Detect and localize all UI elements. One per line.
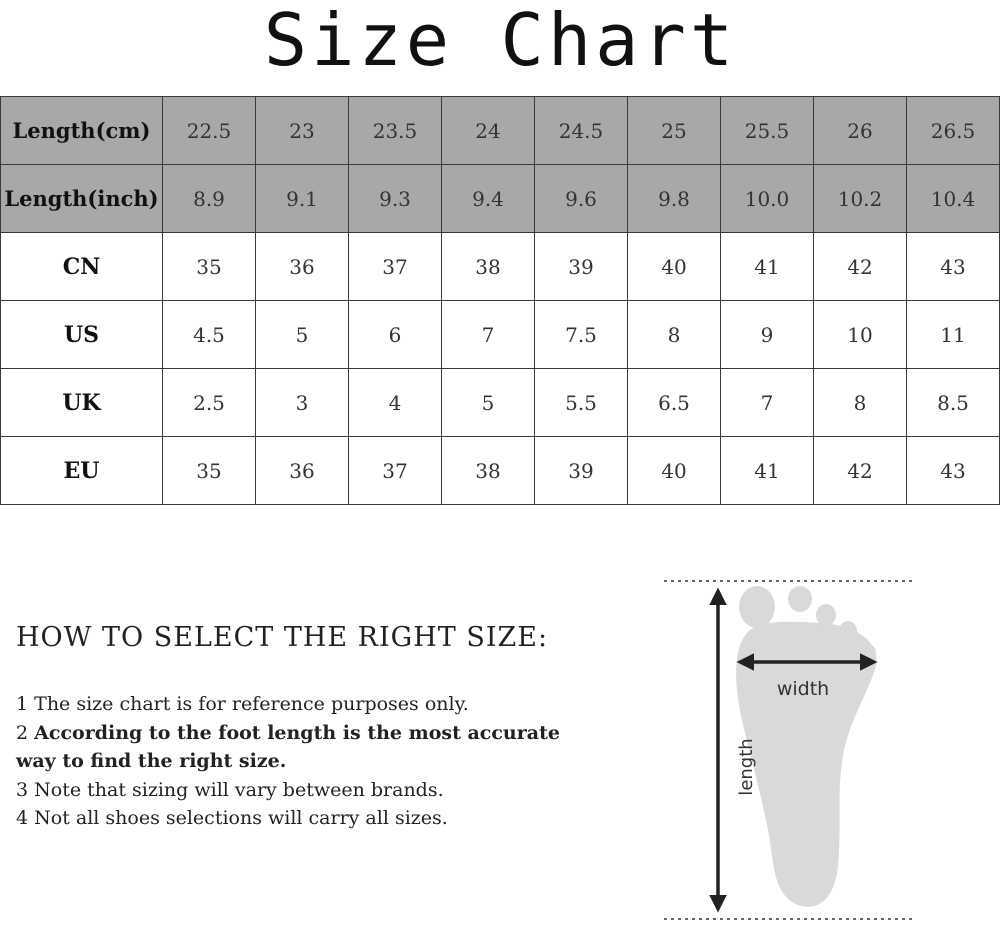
note-number: 2 <box>16 721 29 744</box>
size-chart-table <box>0 96 1000 505</box>
size-cell: 23 <box>256 97 349 165</box>
size-cell: 24.5 <box>535 97 628 165</box>
size-row <box>1 165 1000 233</box>
note-number: 3 <box>16 778 29 801</box>
size-cell: 38 <box>442 233 535 301</box>
size-cell: 36 <box>256 437 349 505</box>
foot-measure-diagram <box>660 575 920 925</box>
row-label: UK <box>1 369 163 437</box>
size-cell: 5.5 <box>535 369 628 437</box>
size-row <box>1 233 1000 301</box>
size-cell: 38 <box>442 437 535 505</box>
size-cell: 40 <box>628 233 721 301</box>
size-cell: 39 <box>535 233 628 301</box>
size-cell: 8 <box>814 369 907 437</box>
size-cell: 5 <box>442 369 535 437</box>
size-row <box>1 369 1000 437</box>
size-cell: 9.6 <box>535 165 628 233</box>
size-cell: 26.5 <box>907 97 1000 165</box>
size-cell: 2.5 <box>163 369 256 437</box>
length-label: length <box>736 738 757 796</box>
row-label: EU <box>1 437 163 505</box>
note-item <box>16 776 576 805</box>
size-cell: 36 <box>256 233 349 301</box>
size-cell: 43 <box>907 233 1000 301</box>
size-cell: 26 <box>814 97 907 165</box>
note-number: 1 <box>16 693 29 715</box>
row-label: Length(cm) <box>1 97 163 165</box>
size-cell: 11 <box>907 301 1000 369</box>
size-cell: 40 <box>628 437 721 505</box>
width-label: width <box>776 678 830 700</box>
size-cell: 39 <box>535 437 628 505</box>
note-item <box>16 719 576 776</box>
size-notes <box>16 690 576 833</box>
size-cell: 7 <box>442 301 535 369</box>
size-cell: 41 <box>721 437 814 505</box>
page-title: Size Chart <box>263 0 738 82</box>
size-cell: 43 <box>907 437 1000 505</box>
size-cell: 23.5 <box>349 97 442 165</box>
size-cell: 35 <box>163 437 256 505</box>
note-item <box>16 804 576 833</box>
size-cell: 8.5 <box>907 369 1000 437</box>
size-cell: 7 <box>721 369 814 437</box>
size-cell: 6.5 <box>628 369 721 437</box>
size-cell: 3 <box>256 369 349 437</box>
size-cell: 22.5 <box>163 97 256 165</box>
size-cell: 9.1 <box>256 165 349 233</box>
note-number: 4 <box>16 807 29 829</box>
size-cell: 10.2 <box>814 165 907 233</box>
size-cell: 9 <box>721 301 814 369</box>
size-cell: 41 <box>721 233 814 301</box>
size-cell: 10 <box>814 301 907 369</box>
size-cell: 37 <box>349 233 442 301</box>
size-cell: 25.5 <box>721 97 814 165</box>
size-cell: 24 <box>442 97 535 165</box>
size-cell: 10.4 <box>907 165 1000 233</box>
note-text: The size chart is for reference purposes only. <box>34 693 469 715</box>
size-cell: 10.0 <box>721 165 814 233</box>
size-cell: 42 <box>814 437 907 505</box>
size-cell: 9.4 <box>442 165 535 233</box>
note-text: Note that sizing will vary between brands. <box>34 778 444 801</box>
size-cell: 9.8 <box>628 165 721 233</box>
size-cell: 8 <box>628 301 721 369</box>
size-cell: 8.9 <box>163 165 256 233</box>
size-cell: 6 <box>349 301 442 369</box>
size-row <box>1 437 1000 505</box>
note-text: Not all shoes selections will carry all sizes. <box>34 807 448 829</box>
size-cell: 4 <box>349 369 442 437</box>
size-cell: 7.5 <box>535 301 628 369</box>
size-cell: 5 <box>256 301 349 369</box>
size-cell: 25 <box>628 97 721 165</box>
foot-icon <box>736 586 876 907</box>
size-cell: 9.3 <box>349 165 442 233</box>
note-item <box>16 690 576 719</box>
note-text: According to the foot length is the most accurate way to find the right size. <box>16 721 560 772</box>
size-cell: 37 <box>349 437 442 505</box>
size-cell: 4.5 <box>163 301 256 369</box>
row-label: CN <box>1 233 163 301</box>
size-row <box>1 97 1000 165</box>
size-cell: 35 <box>163 233 256 301</box>
size-cell: 42 <box>814 233 907 301</box>
howto-heading: HOW TO SELECT THE RIGHT SIZE: <box>16 622 549 653</box>
size-row <box>1 301 1000 369</box>
row-label: Length(inch) <box>1 165 163 233</box>
row-label: US <box>1 301 163 369</box>
